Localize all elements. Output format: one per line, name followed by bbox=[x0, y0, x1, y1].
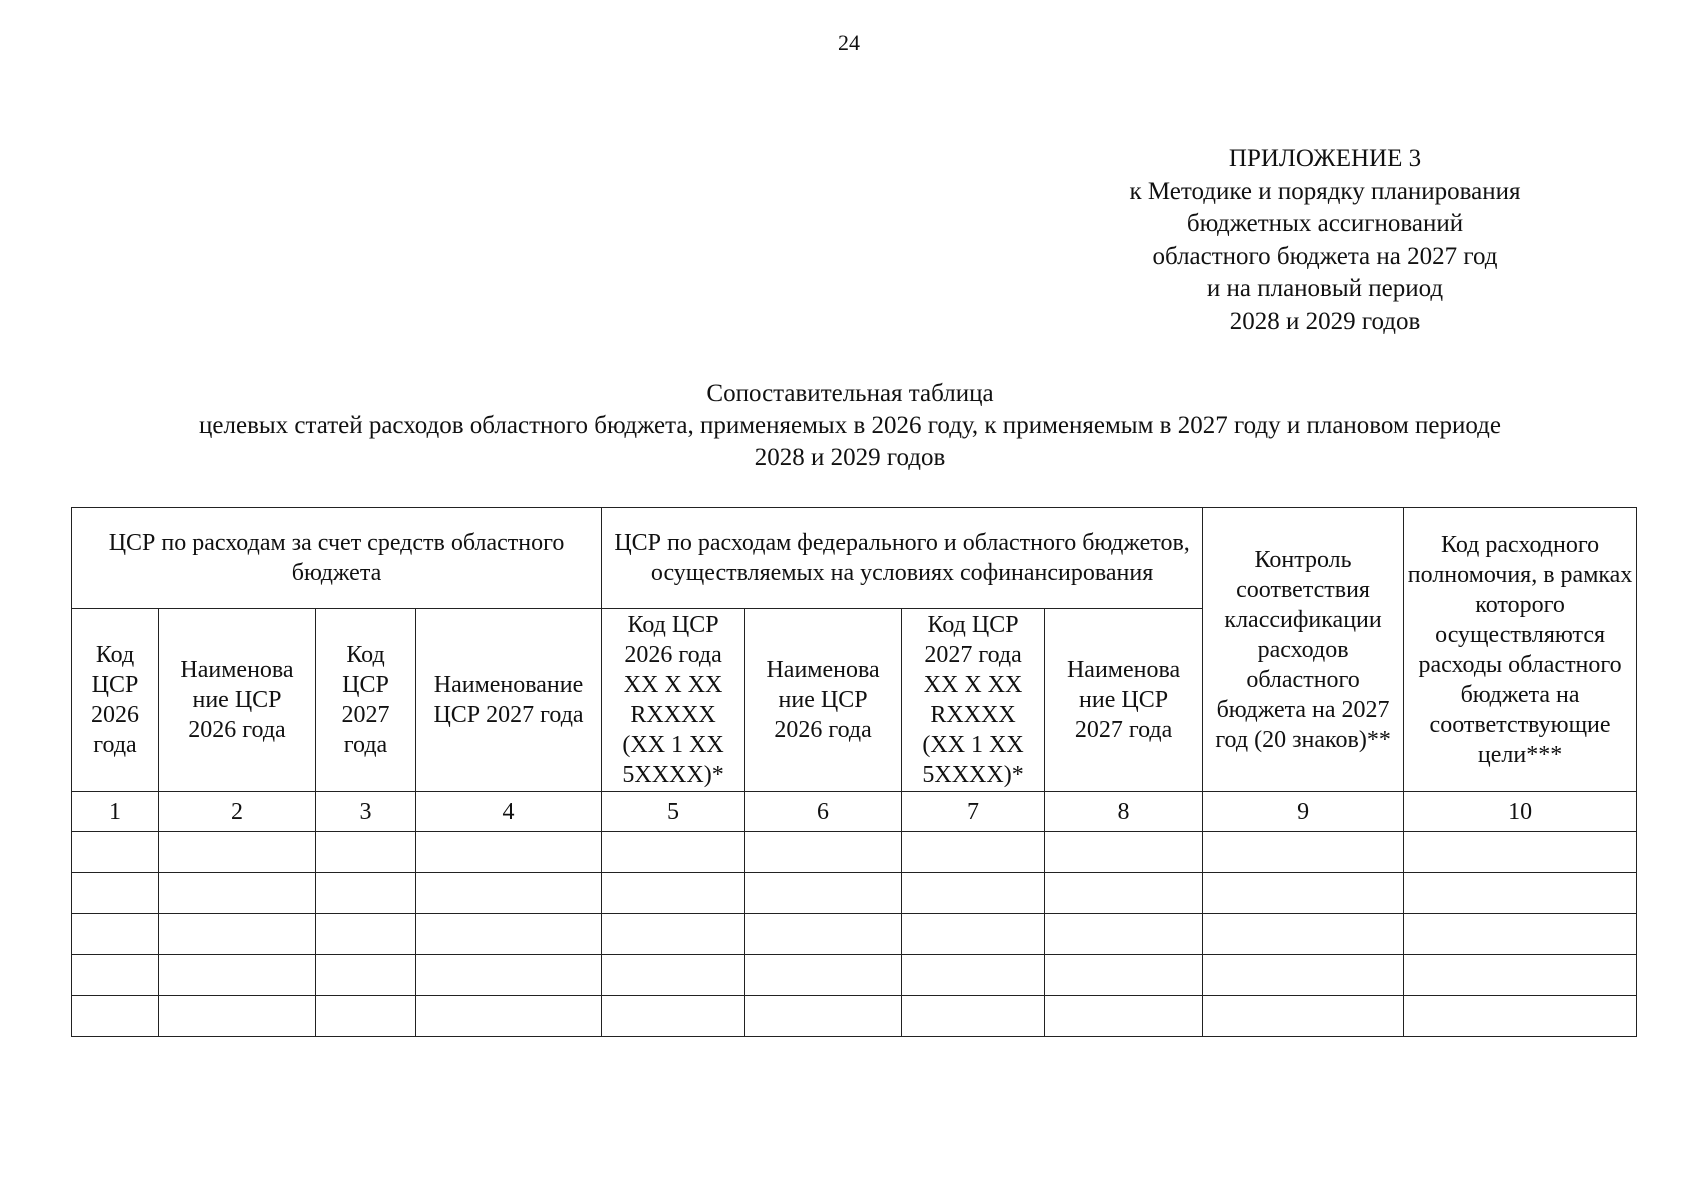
table-cell bbox=[1404, 914, 1637, 955]
table-cell bbox=[1203, 996, 1404, 1037]
table-cell bbox=[316, 914, 416, 955]
table-row bbox=[72, 996, 1637, 1037]
column-number: 9 bbox=[1203, 792, 1404, 832]
table-cell bbox=[1203, 914, 1404, 955]
table-cell bbox=[1045, 873, 1203, 914]
header-control: Контроль соответствия классификации расходов областного бюджета на 2027 год (20 знаков)** bbox=[1203, 508, 1404, 792]
table-cell bbox=[72, 914, 159, 955]
table-cell bbox=[602, 873, 745, 914]
table-cell bbox=[1404, 832, 1637, 873]
table-cell bbox=[745, 832, 902, 873]
table-cell bbox=[902, 832, 1045, 873]
document-title bbox=[60, 378, 1640, 474]
table-cell bbox=[1045, 955, 1203, 996]
title-line: Сопоставительная таблица bbox=[706, 380, 994, 407]
column-number: 6 bbox=[745, 792, 902, 832]
table-cell bbox=[159, 914, 316, 955]
table-cell bbox=[902, 996, 1045, 1037]
table-cell bbox=[1045, 996, 1203, 1037]
table-cell bbox=[745, 955, 902, 996]
table-body bbox=[72, 832, 1637, 1037]
header-regional-budget: ЦСР по расходам за счет средств областного бюджета bbox=[72, 508, 602, 609]
header-code-2026: Код ЦСР 2026 года bbox=[72, 609, 159, 792]
table-cell bbox=[1404, 996, 1637, 1037]
header-cofin-name-2027: Наименова ние ЦСР 2027 года bbox=[1045, 609, 1203, 792]
page-number: 24 bbox=[838, 30, 860, 55]
table-cell bbox=[416, 832, 602, 873]
table-cell bbox=[1203, 955, 1404, 996]
table-cell bbox=[159, 832, 316, 873]
table-cell bbox=[316, 873, 416, 914]
appendix-line: областного бюджета на 2027 год bbox=[1152, 242, 1498, 270]
table-cell bbox=[72, 955, 159, 996]
column-number: 5 bbox=[602, 792, 745, 832]
table-cell bbox=[159, 873, 316, 914]
header-cofinancing: ЦСР по расходам федерального и областного бюджетов, осуществляемых на условиях софинансирования bbox=[602, 508, 1203, 609]
table-cell bbox=[72, 873, 159, 914]
header-cofin-code-2026: Код ЦСР 2026 года XX X XX RXXXX (XX 1 XX 5XXXX)* bbox=[602, 609, 745, 792]
table-cell bbox=[902, 914, 1045, 955]
table-cell bbox=[745, 873, 902, 914]
table-cell bbox=[745, 996, 902, 1037]
table-cell bbox=[1045, 832, 1203, 873]
table-cell bbox=[602, 832, 745, 873]
appendix-line: к Методике и порядку планирования bbox=[1129, 177, 1521, 205]
table-cell bbox=[316, 996, 416, 1037]
appendix-header bbox=[1080, 143, 1570, 338]
table-cell bbox=[1203, 832, 1404, 873]
table-cell bbox=[316, 955, 416, 996]
column-number: 8 bbox=[1045, 792, 1203, 832]
header-authority-code: Код расходного полномочия, в рамках которого осуществляются расходы областного бюджета на соответствующие цели*** bbox=[1404, 508, 1637, 792]
table-cell bbox=[416, 914, 602, 955]
table-row bbox=[72, 955, 1637, 996]
appendix-line: и на плановый период bbox=[1206, 275, 1444, 302]
title-line: 2028 и 2029 годов bbox=[754, 444, 946, 471]
table-cell bbox=[1045, 914, 1203, 955]
table-cell bbox=[316, 832, 416, 873]
title-line: целевых статей расходов областного бюджета, применяемых в 2026 году, к применяемым в 2027 году и плановом периоде bbox=[199, 412, 1501, 439]
table-cell bbox=[1404, 873, 1637, 914]
table-row bbox=[72, 873, 1637, 914]
table-cell bbox=[602, 996, 745, 1037]
table-cell bbox=[602, 914, 745, 955]
column-number: 1 bbox=[72, 792, 159, 832]
column-number: 2 bbox=[159, 792, 316, 832]
table-row bbox=[72, 832, 1637, 873]
table-cell bbox=[72, 996, 159, 1037]
appendix-line: ПРИЛОЖЕНИЕ 3 bbox=[1228, 145, 1422, 172]
header-name-2026: Наименова ние ЦСР 2026 года bbox=[159, 609, 316, 792]
header-code-2027: Код ЦСР 2027 года bbox=[316, 609, 416, 792]
column-number: 7 bbox=[902, 792, 1045, 832]
column-number-row bbox=[72, 792, 1637, 832]
header-name-2027: Наименование ЦСР 2027 года bbox=[416, 609, 602, 792]
table-cell bbox=[416, 996, 602, 1037]
header-cofin-code-2027: Код ЦСР 2027 года XX X XX RXXXX (XX 1 XX 5XXXX)* bbox=[902, 609, 1045, 792]
header-cofin-name-2026: Наименова ние ЦСР 2026 года bbox=[745, 609, 902, 792]
table-cell bbox=[745, 914, 902, 955]
column-number: 10 bbox=[1404, 792, 1637, 832]
table-row bbox=[72, 914, 1637, 955]
table-cell bbox=[602, 955, 745, 996]
table-group-header-row bbox=[72, 508, 1637, 609]
appendix-line: бюджетных ассигнований bbox=[1186, 210, 1464, 237]
column-number: 4 bbox=[416, 792, 602, 832]
table-cell bbox=[416, 955, 602, 996]
table-cell bbox=[902, 955, 1045, 996]
table-cell bbox=[159, 955, 316, 996]
table-cell bbox=[902, 873, 1045, 914]
column-number: 3 bbox=[316, 792, 416, 832]
table-cell bbox=[159, 996, 316, 1037]
table-cell bbox=[416, 873, 602, 914]
table-cell bbox=[1404, 955, 1637, 996]
appendix-line: 2028 и 2029 годов bbox=[1229, 307, 1421, 335]
table-cell bbox=[72, 832, 159, 873]
comparison-table bbox=[71, 507, 1637, 1037]
table-cell bbox=[1203, 873, 1404, 914]
